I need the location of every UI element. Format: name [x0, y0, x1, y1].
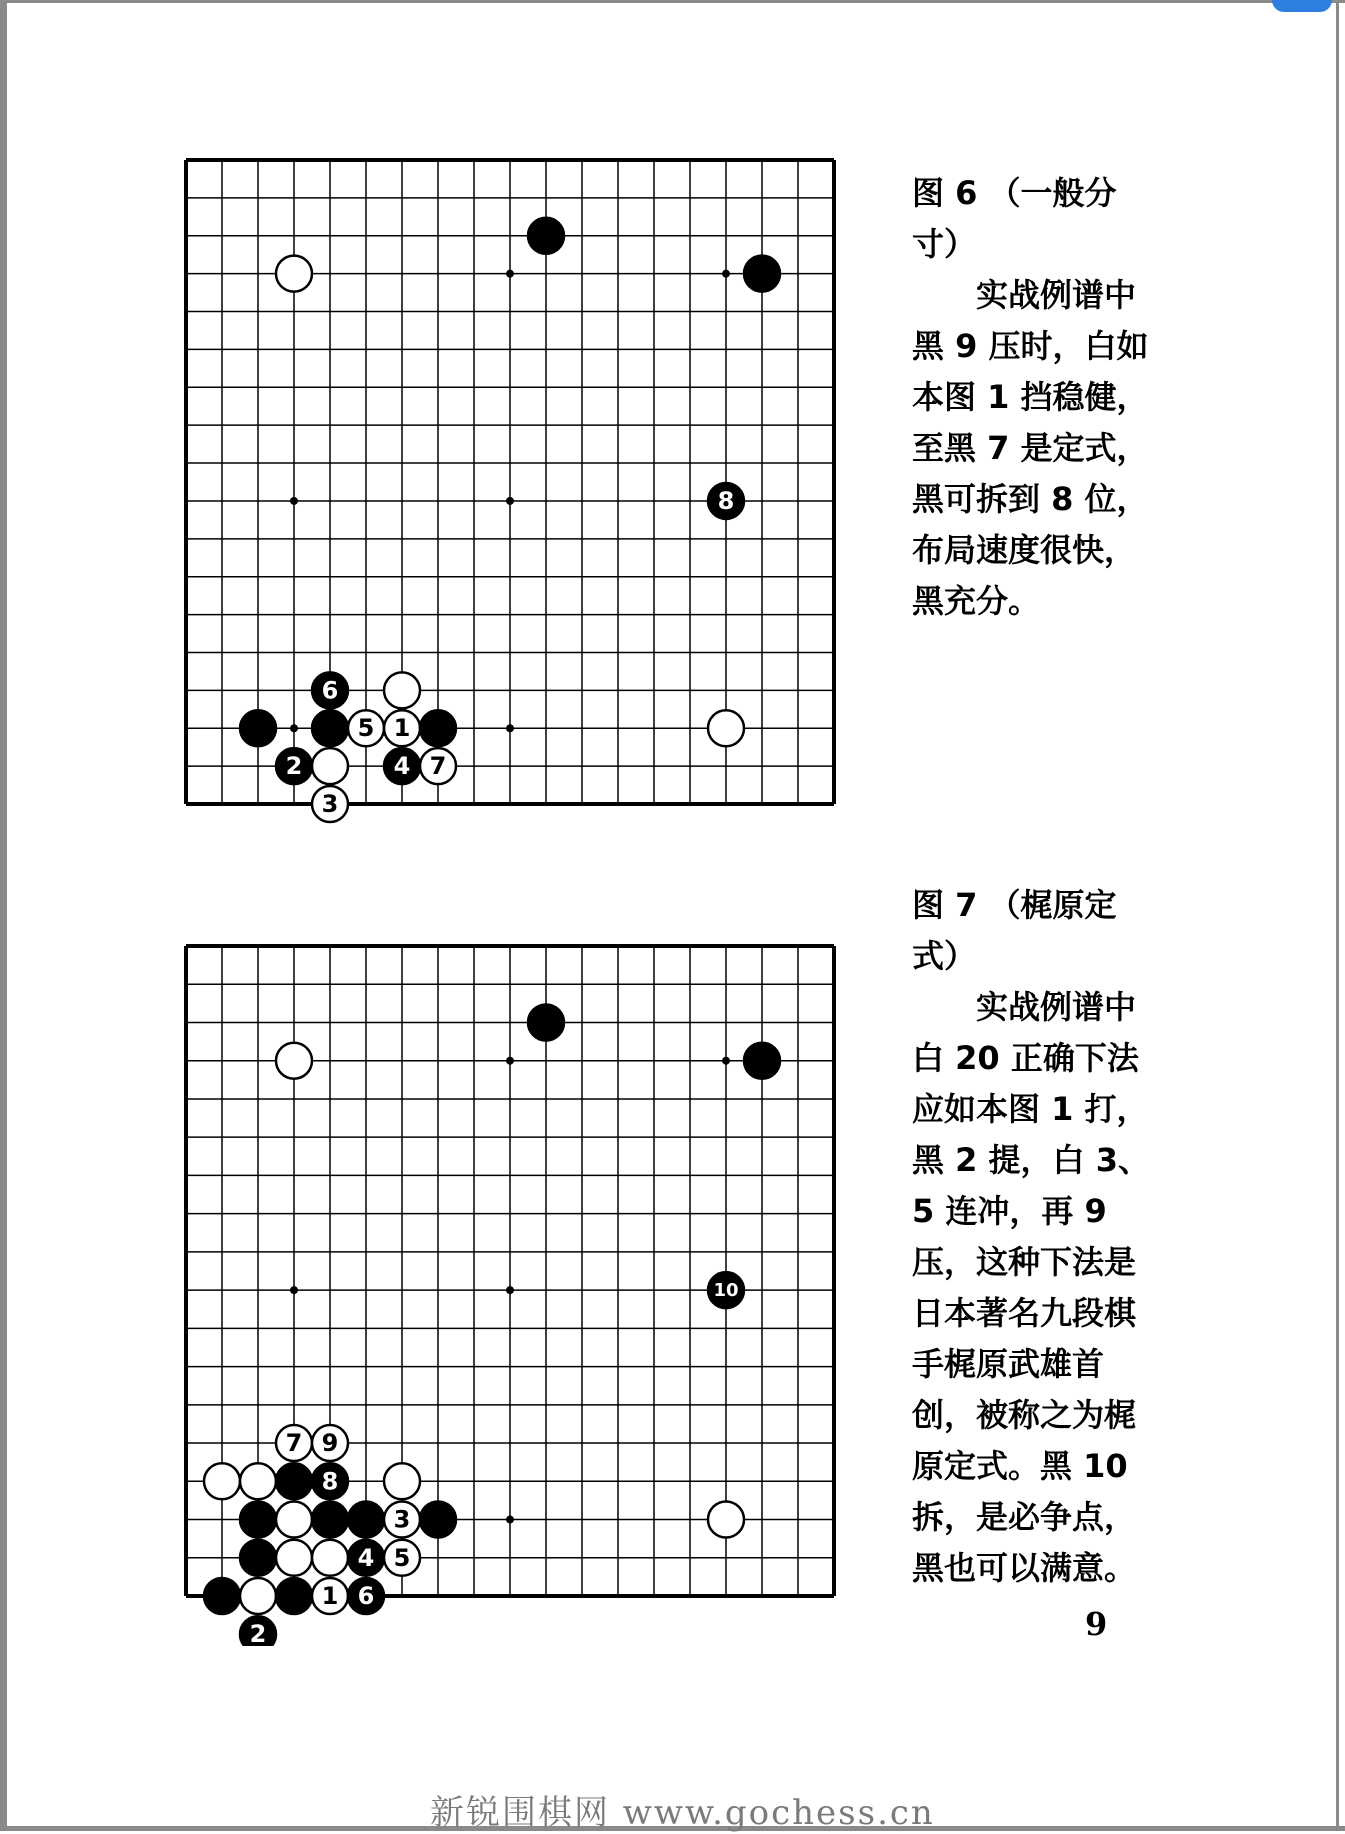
- black-stone: [276, 1578, 312, 1614]
- black-stone-2: [240, 1616, 276, 1646]
- white-stone-5: [348, 710, 384, 746]
- black-stone: [312, 710, 348, 746]
- white-stone-1: [312, 1578, 348, 1614]
- white-stone: [240, 1463, 276, 1499]
- watermark: 新锐围棋网 www.gochess.cn: [430, 1793, 935, 1833]
- black-stone-8: [708, 483, 744, 519]
- white-stone: [276, 1502, 312, 1538]
- star-point: [506, 497, 514, 505]
- figure-6-body: 实战例谱中黑 9 压时，白如本图 1 挡稳健，至黑 7 是定式，黑可拆到 8 位，布局速度很快，黑充分。: [912, 276, 1149, 620]
- svg-text:10: 10: [713, 1280, 739, 1302]
- svg-text:1: 1: [393, 714, 411, 743]
- black-stone: [240, 1540, 276, 1576]
- white-stone-5: [384, 1540, 420, 1576]
- go-board-figure-7: [176, 936, 844, 1646]
- star-point: [722, 270, 730, 278]
- svg-text:5: 5: [393, 1543, 411, 1572]
- star-point: [506, 1057, 514, 1065]
- star-point: [506, 270, 514, 278]
- svg-text:3: 3: [393, 1505, 411, 1534]
- svg-text:9: 9: [321, 1429, 339, 1458]
- white-stone: [276, 1540, 312, 1576]
- black-stone: [240, 1502, 276, 1538]
- black-stone: [528, 218, 564, 254]
- black-stone: [240, 710, 276, 746]
- star-point: [290, 724, 298, 732]
- star-point: [506, 1516, 514, 1524]
- white-stone-3: [384, 1502, 420, 1538]
- board-svg: [176, 936, 844, 1646]
- black-stone: [744, 256, 780, 292]
- white-stone-3: [312, 786, 348, 822]
- star-point: [290, 497, 298, 505]
- svg-text:2: 2: [285, 752, 303, 781]
- svg-text:4: 4: [393, 752, 411, 781]
- black-stone-8: [312, 1463, 348, 1499]
- black-stone-10: [708, 1272, 744, 1308]
- white-stone-7: [420, 748, 456, 784]
- figure-7-title: 图 7 （梶原定式）: [912, 886, 1117, 975]
- svg-text:1: 1: [321, 1582, 339, 1610]
- black-stone: [744, 1043, 780, 1079]
- black-stone-6: [312, 672, 348, 708]
- white-stone: [312, 748, 348, 784]
- window-frame-top: [0, 0, 1345, 3]
- white-stone: [384, 672, 420, 708]
- star-point: [722, 1057, 730, 1065]
- svg-text:2: 2: [249, 1620, 267, 1646]
- black-stone: [312, 1502, 348, 1538]
- svg-text:6: 6: [321, 676, 339, 705]
- white-stone-1: [384, 710, 420, 746]
- black-stone: [420, 710, 456, 746]
- black-stone: [348, 1502, 384, 1538]
- svg-text:5: 5: [357, 714, 375, 743]
- white-stone-9: [312, 1425, 348, 1461]
- figure-7-caption: [912, 880, 1162, 1594]
- white-stone: [240, 1578, 276, 1614]
- page-number: 9: [1085, 1605, 1108, 1643]
- white-stone: [204, 1463, 240, 1499]
- white-stone: [276, 256, 312, 292]
- black-stone: [528, 1004, 564, 1040]
- svg-text:7: 7: [429, 752, 447, 781]
- corner-button[interactable]: [1272, 0, 1332, 12]
- black-stone-4: [348, 1540, 384, 1576]
- window-frame-right: [1336, 0, 1339, 1831]
- figure-6-title: 图 6 （一般分寸）: [912, 174, 1117, 263]
- go-board-figure-6: [176, 150, 844, 854]
- white-stone: [384, 1463, 420, 1499]
- figure-6-caption: [912, 168, 1162, 627]
- svg-text:7: 7: [285, 1429, 303, 1458]
- white-stone: [312, 1540, 348, 1576]
- black-stone: [420, 1502, 456, 1538]
- star-point: [290, 1286, 298, 1294]
- star-point: [506, 724, 514, 732]
- black-stone-2: [276, 748, 312, 784]
- svg-text:8: 8: [717, 486, 735, 515]
- board-svg: [176, 150, 844, 854]
- white-stone: [708, 710, 744, 746]
- white-stone: [276, 1043, 312, 1079]
- svg-text:3: 3: [321, 790, 339, 818]
- window-frame-left: [0, 0, 7, 1831]
- black-stone: [276, 1463, 312, 1499]
- svg-text:8: 8: [321, 1467, 339, 1496]
- white-stone-7: [276, 1425, 312, 1461]
- star-point: [506, 1286, 514, 1294]
- figure-7-body: 实战例谱中白 20 正确下法应如本图 1 打，黑 2 提，白 3、5 连冲，再 9 压，这种下法是日本著名九段棋手梶原武雄首创，被称之为梶原定式。黑 10 拆，是必争点，黑也可以满意。: [912, 988, 1150, 1587]
- black-stone: [204, 1578, 240, 1614]
- svg-text:6: 6: [357, 1582, 375, 1610]
- black-stone-6: [348, 1578, 384, 1614]
- black-stone-4: [384, 748, 420, 784]
- white-stone: [708, 1502, 744, 1538]
- svg-text:4: 4: [357, 1543, 375, 1572]
